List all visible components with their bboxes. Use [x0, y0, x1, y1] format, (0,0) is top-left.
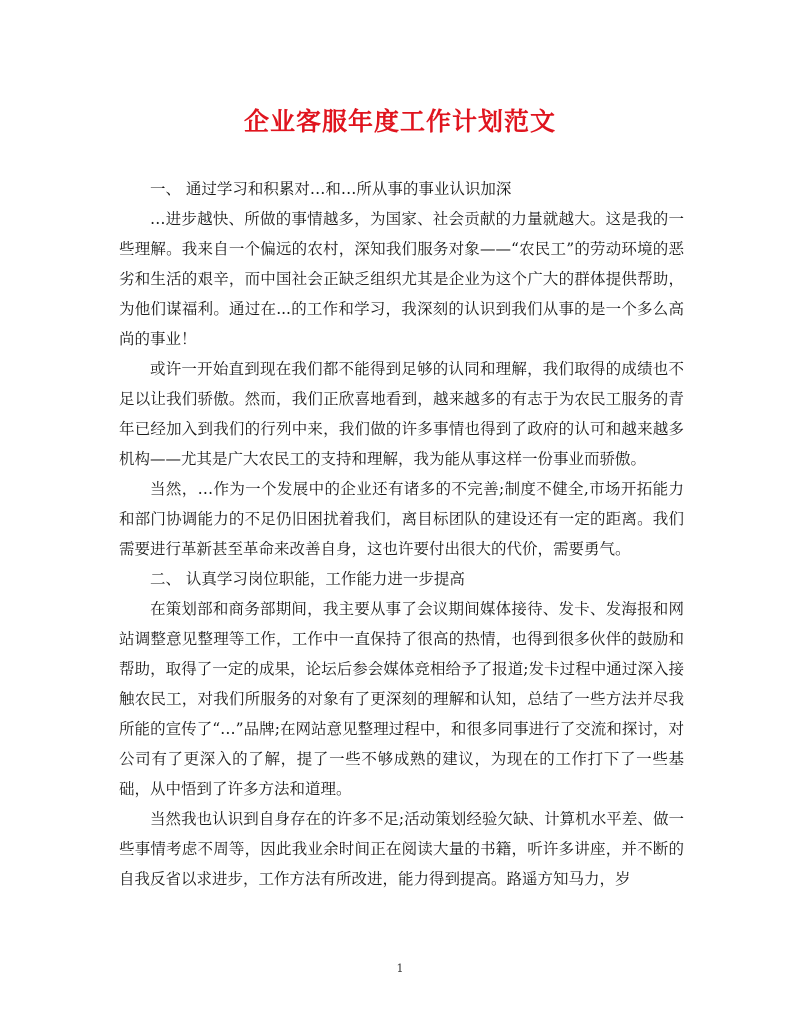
- page-number: 1: [396, 962, 404, 975]
- section-heading-2: 二、 认真学习岗位职能，工作能力进一步提高: [150, 570, 465, 588]
- document-title: 企业客服年度工作计划范文: [243, 107, 556, 136]
- body-paragraph: 当然，…作为一个发展中的企业还有诸多的不完善;制度不健全,市场开拓能力和部门协调能力的不足仍旧困扰着我们，离目标团队的建设还有一定的距离。我们需要进行革新甚至革命来改善自身，这也许要付出很大的代价，需要勇气。: [119, 480, 684, 558]
- section-heading-1: 一、 通过学习和积累对…和…所从事的事业认识加深: [150, 180, 512, 198]
- body-paragraph: …进步越快、所做的事情越多，为国家、社会贡献的力量就越大。这是我的一些理解。我来自一个偏远的农村，深知我们服务对象——“农民工”的劳动环境的恶劣和生活的艰辛，而中国社会正缺乏组织尤其是企业为这个广大的群体提供帮助，为他们谋福利。通过在...的工作和学习，我深刻的认识到我们从事的是一个多么高尚的事业！: [119, 210, 684, 348]
- body-paragraph: 在策划部和商务部期间，我主要从事了会议期间媒体接待、发卡、发海报和网站调整意见整理等工作，工作中一直保持了很高的热情，也得到很多伙伴的鼓励和帮助，取得了一定的成果，论坛后参会媒体竞相给予了报道;发卡过程中通过深入接触农民工，对我们所服务的对象有了更深刻的理解和认知，总结了一些方法并尽我所能的宣传了“…”品牌;在网站意见整理过程中，和很多同事进行了交流和探讨，对公司有了更深入的了解，提了一些不够成熟的建议，为现在的工作打下了一些基础，从中悟到了许多方法和道理。: [119, 600, 684, 798]
- document-body: [119, 174, 684, 894]
- body-paragraph: 或许一开始直到现在我们都不能得到足够的认同和理解，我们取得的成绩也不足以让我们骄傲。然而，我们正欣喜地看到，越来越多的有志于为农民工服务的青年已经加入到我们的行列中来，我们做的许多事情也得到了政府的认可和越来越多机构——尤其是广大农民工的支持和理解，我为能从事这样一份事业而骄傲。: [119, 360, 684, 468]
- body-paragraph: 当然我也认识到自身存在的许多不足;活动策划经验欠缺、计算机水平差、做一些事情考虑不周等，因此我业余时间正在阅读大量的书籍，听许多讲座，并不断的自我反省以求进步，工作方法有所改进，能力得到提高。路遥方知马力，岁: [119, 810, 684, 888]
